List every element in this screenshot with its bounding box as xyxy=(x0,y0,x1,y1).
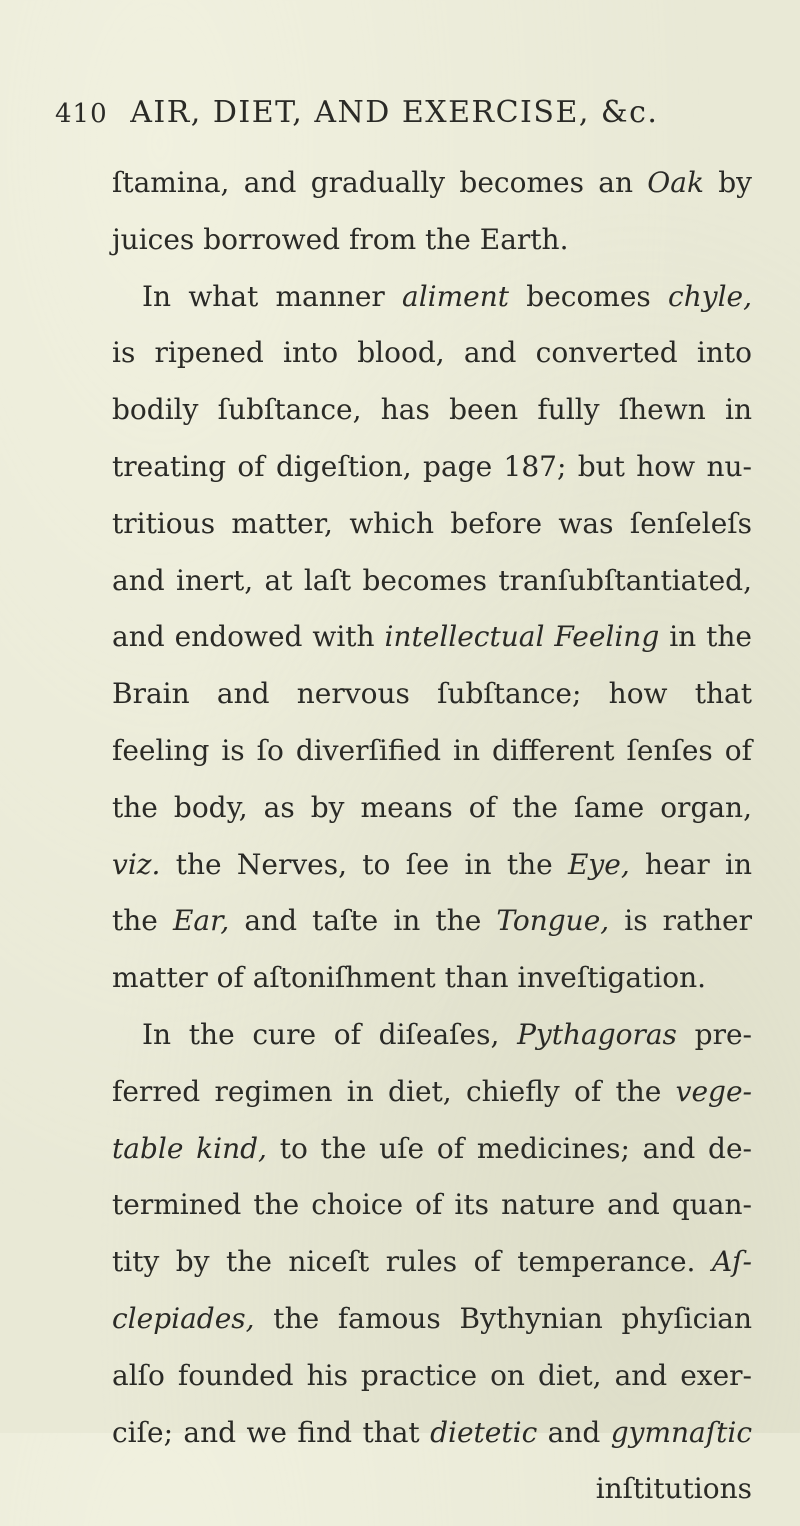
text-line xyxy=(112,845,752,902)
text-line xyxy=(112,277,752,334)
italic-span: table kind, xyxy=(112,1131,267,1165)
text-span: In what manner xyxy=(142,279,403,313)
text-line xyxy=(112,1129,752,1186)
body-text xyxy=(112,163,752,1526)
page-number: 410 xyxy=(55,99,108,129)
italic-span: vege- xyxy=(675,1074,752,1108)
text-span: juices borrowed from the Earth. xyxy=(112,222,569,256)
text-line xyxy=(112,731,752,788)
text-line xyxy=(112,788,752,845)
text-line xyxy=(112,1015,752,1072)
text-line xyxy=(112,1469,752,1526)
text-span: bodily ſubſtance, has been fully ſhewn in xyxy=(112,393,752,427)
text-span: and xyxy=(537,1415,611,1449)
text-span: and inert, at laſt becomes tranſubſtantiated, xyxy=(112,563,752,597)
text-line xyxy=(112,1299,752,1356)
text-span: In the cure of diſeaſes, xyxy=(142,1017,518,1051)
text-span: Brain and nervous ſubſtance; how that xyxy=(112,677,752,711)
text-line xyxy=(112,674,752,731)
text-span: is rather xyxy=(609,904,752,938)
text-span: feeling is ſo diverſified in different ſenſes of xyxy=(112,733,752,767)
text-span: matter of aſtoniſhment than inveſtigation. xyxy=(112,961,707,995)
text-span: the famous Bythynian phyſician xyxy=(254,1301,752,1335)
text-span: tritious matter, which before was ſenſeleſs xyxy=(112,506,752,540)
text-span: and endowed with xyxy=(112,620,385,654)
italic-span: viz. xyxy=(112,847,161,881)
running-title: AIR, DIET, AND EXERCISE, &c. xyxy=(130,95,659,130)
text-line xyxy=(112,958,752,1015)
text-line xyxy=(112,1072,752,1129)
italic-span: Aſ- xyxy=(711,1245,752,1279)
text-span: pre- xyxy=(676,1017,752,1051)
italic-span: dietetic xyxy=(430,1415,538,1449)
text-span: tity by the niceſt rules of temperance. xyxy=(112,1245,712,1279)
text-line xyxy=(112,1242,752,1299)
italic-span: chyle, xyxy=(668,279,752,313)
text-span: the Nerves, to ſee in the xyxy=(160,847,568,881)
text-line xyxy=(112,1356,752,1413)
text-span: ferred regimen in diet, chiefly of the xyxy=(112,1074,676,1108)
text-line xyxy=(112,333,752,390)
text-line xyxy=(112,617,752,674)
text-span: treating of digeſtion, page 187; but how nu- xyxy=(112,449,752,483)
text-line xyxy=(112,1185,752,1242)
italic-span: Eye, xyxy=(567,847,630,881)
italic-span: intellectual Feeling xyxy=(384,620,660,654)
italic-span: Tongue, xyxy=(496,904,610,938)
text-line xyxy=(112,220,752,277)
text-span: hear in xyxy=(629,847,752,881)
text-line xyxy=(112,163,752,220)
italic-span: Oak xyxy=(647,166,704,199)
text-span: to the uſe of medicines; and de- xyxy=(266,1131,753,1165)
text-span: by xyxy=(703,166,752,199)
italic-span: Ear, xyxy=(172,904,230,938)
text-span: termined the choice of its nature and quan- xyxy=(112,1188,752,1222)
text-line xyxy=(112,1413,752,1470)
italic-span: Pythagoras xyxy=(517,1017,677,1051)
text-line xyxy=(112,447,752,504)
text-span: is ripened into blood, and converted into xyxy=(112,336,752,370)
running-head xyxy=(55,95,755,139)
text-span: alſo founded his practice on diet, and exer- xyxy=(112,1358,752,1392)
text-span: ſtamina, and gradually becomes an xyxy=(112,166,648,199)
italic-span: clepiades, xyxy=(112,1301,255,1335)
text-span: in the xyxy=(659,620,752,654)
italic-span: gymnaſtic xyxy=(610,1415,753,1449)
text-line xyxy=(112,390,752,447)
text-span: ciſe; and we find that xyxy=(112,1415,431,1449)
text-span: becomes xyxy=(509,279,669,313)
text-span: the xyxy=(112,904,173,938)
text-span: the body, as by means of the ſame organ, xyxy=(112,790,752,824)
text-line xyxy=(112,504,752,561)
text-line xyxy=(112,901,752,958)
text-line xyxy=(112,561,752,618)
text-span: inſtitutions xyxy=(595,1472,752,1506)
text-span: and taſte in the xyxy=(229,904,497,938)
italic-span: aliment xyxy=(402,279,510,313)
